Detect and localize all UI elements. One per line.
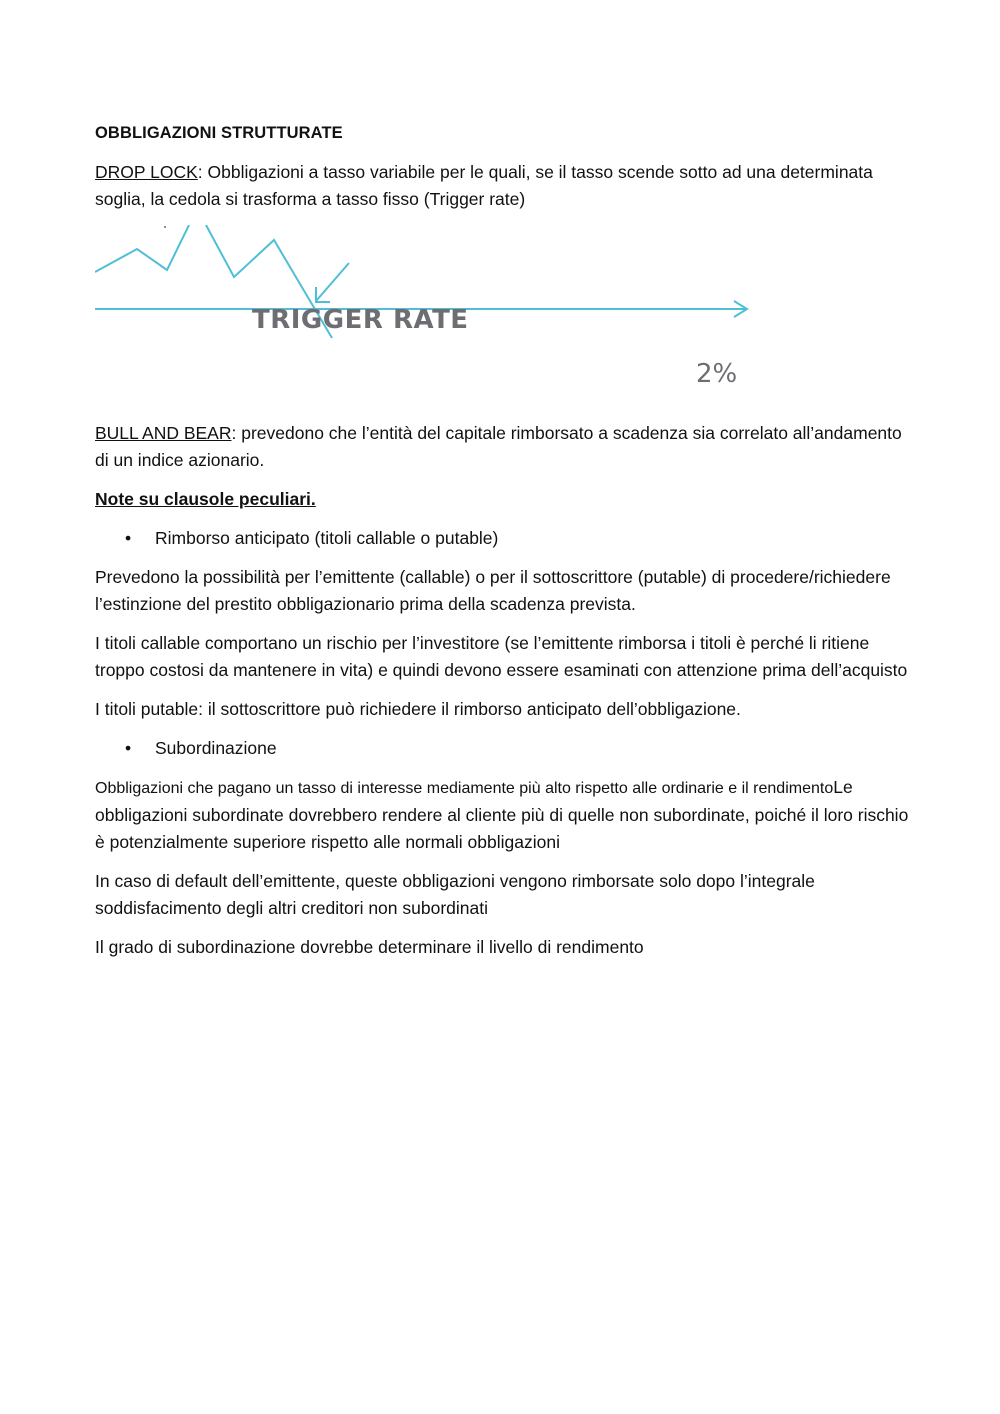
bull-and-bear-paragraph [95,420,910,474]
paragraph-subordinate-yield-rest: Le obbligazioni subordinate dovrebbero rendere al cliente più di quelle non subordinate, poiché il loro rischio è potenzialmente superiore rispetto alle normali obbligazioni [95,777,909,852]
paragraph-subordinate-yield-small: Obbligazioni che pagano un tasso di interesse mediamente più alto rispetto alle ordinarie e il rendimento [95,780,834,797]
paragraph-callable-putable: Prevedono la possibilità per l’emittente (callable) o per il sottoscrittore (putable) di procedere/richiedere l’estinzione del prestito obbligazionario prima della scadenza prevista. [95,567,891,614]
notes-heading: Note su clausole peculiari. [95,489,316,509]
trigger-rate-diagram [95,225,910,410]
paragraph-subordination-grade: Il grado di subordinazione dovrebbe determinare il livello di rendimento [95,937,644,957]
bullet-item-subordinazione [95,735,910,762]
paragraph-subordinate-yield [95,774,910,856]
bullet-dot: • [125,738,132,758]
bullet-dot: • [125,528,132,548]
small-dot-mark [164,226,166,228]
bullet-item-rimborso [95,525,910,552]
drop-lock-text: : Obbligazioni a tasso variabile per le quali, se il tasso scende sotto ad una determinata soglia, la cedola si trasforma a tasso fisso (Trigger rate) [95,162,873,209]
paragraph-default: In caso di default dell’emittente, queste obbligazioni vengono rimborsate solo dopo l’integrale soddisfacimento degli altri creditori non subordinati [95,871,815,918]
paragraph-callable-risk: I titoli callable comportano un rischio per l’investitore (se l’emittente rimborsa i titoli è perché li ritiene troppo costosi da mantenere in vita) e quindi devono essere esaminati con attenzione prima dell’acquisto [95,633,908,680]
bull-and-bear-text: : prevedono che l’entità del capitale rimborsato a scadenza sia correlato all’andamento di un indice azionario. [95,423,902,470]
bullet-text: Subordinazione [155,738,277,758]
rate-zigzag-line [95,225,189,272]
trigger-rate-label: TRIGGER RATE [252,305,469,335]
drop-lock-paragraph [95,159,910,213]
paragraph-putable: I titoli putable: il sottoscrittore può richiedere il rimborso anticipato dell’obbligazione. [95,699,741,719]
trigger-rate-value: 2% [696,359,738,389]
document-body [95,120,910,973]
bullet-text: Rimborso anticipato (titoli callable o putable) [155,528,499,548]
drop-lock-term: DROP LOCK [95,162,198,182]
document-title: OBBLIGAZIONI STRUTTURATE [95,124,343,142]
trigger-rate-graphic [95,225,910,410]
pointer-arrow-line [316,263,349,301]
bull-and-bear-term: BULL AND BEAR [95,423,232,443]
